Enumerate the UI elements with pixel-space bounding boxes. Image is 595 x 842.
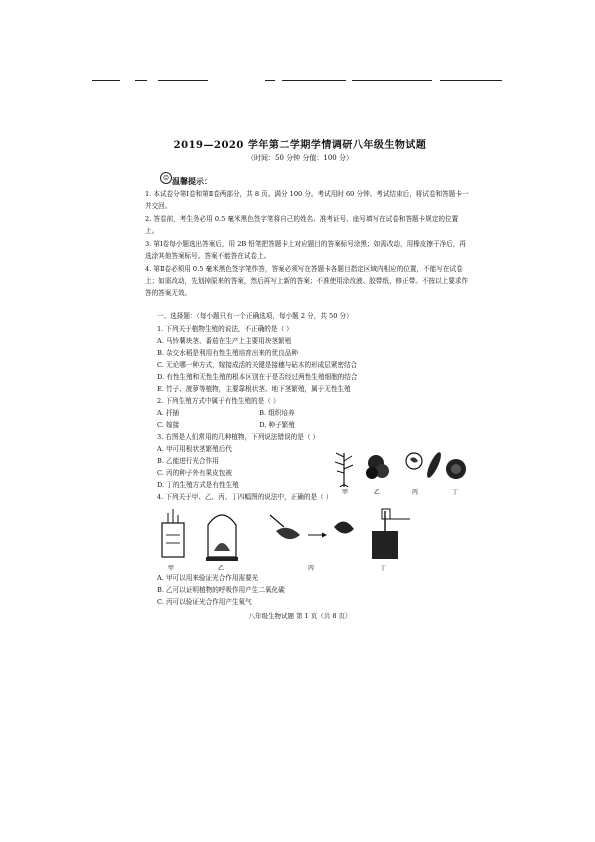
question-1 [157, 324, 467, 395]
fig-label: 乙 [374, 489, 381, 495]
scan-line [352, 80, 432, 81]
bell-jar-setup [206, 515, 238, 561]
fig-label: 丙 [308, 565, 315, 572]
page-subtitle: （时间：50 分钟 分值：100 分） [247, 154, 353, 162]
q4-experiment-figure [158, 505, 418, 573]
option-b: B. 乙可以证明植物的呼吸作用产生二氧化碳 [157, 585, 285, 594]
scan-line [265, 80, 275, 81]
option-c: C. 嫁接 [157, 420, 180, 429]
question-3 [157, 432, 337, 492]
option-e: E. 竹子、菠萝等植物，主要靠根状茎、地下茎繁殖，属于无性生殖 [157, 384, 351, 393]
notice-item-1: 1. 本试卷分第Ⅰ卷和第Ⅱ卷两部分，共 8 页。满分 100 分。考试用时 60 分钟。考试结束后，将试卷和答题卡一并交回。 [145, 190, 469, 210]
notice-heading: 温馨提示： [172, 176, 212, 186]
scan-line [135, 80, 147, 81]
test-tube-setup [372, 509, 410, 559]
fig-label: 丁 [380, 565, 387, 572]
notice-item-4: 4. 第Ⅱ卷必须用 0.5 毫米黑色签字笔作答，答案必须写在答题卡各题目指定区域内相应的位置，不能写在试卷上；如需改动，先划掉原来的答案，然后再写上新的答案；不准使用涂改液、胶带纸、修正带。不按以上要求作答的答案无效。 [145, 265, 469, 297]
notice-item-3: 3. 第Ⅰ卷每小题选出答案后，用 2B 铅笔把答题卡上对应题目的答案标号涂黑；如需改动，用橡皮擦干净后，再选涂其他答案标号。答案不能答在试卷上。 [145, 240, 466, 260]
option-b: B. 杂交水稻是利用有性生殖培育出来的优良品种 [157, 348, 298, 357]
option-a: A. 马铃薯块茎、番茄在生产上主要用块茎繁殖 [157, 336, 292, 345]
option-b: B. 组织培养 [259, 408, 295, 417]
page-footer: 八年级生物试题 第 1 页（共 8 页） [248, 612, 352, 620]
option-a: A. 扦插 [157, 408, 180, 417]
q3-plant-figure [330, 443, 470, 495]
seed-illustration [406, 453, 422, 469]
option-c: C. 无论哪一种方式，嫁接成活的关键是接穗与砧木的形成层紧密结合 [157, 360, 358, 369]
fig-label: 丁 [452, 489, 459, 495]
option-a: A. 甲可以用来验证光合作用需要光 [157, 574, 259, 582]
option-c: C. 丙可以验证光合作用产生氧气 [157, 597, 252, 606]
fig-label: 甲 [168, 565, 175, 572]
scan-line [440, 80, 502, 81]
option-a: A. 甲可用根状茎繁殖后代 [157, 444, 232, 453]
fruit-illustration [446, 459, 466, 479]
scan-line [92, 80, 120, 81]
smiley-icon: ☺ [160, 172, 172, 184]
option-d: D. 丁的生殖方式是有性生殖 [157, 480, 239, 489]
leaf-test-setup [270, 515, 354, 539]
section-heading: 一、选择题：（每小题只有一个正确选项，每小题 2 分，共 50 分） [157, 312, 353, 320]
fern-illustration [335, 453, 353, 487]
option-d: D. 有性生殖和无性生殖的根本区别在于是否经过两性生殖细胞的结合 [157, 372, 358, 381]
question-4-options [157, 573, 467, 609]
fig-label: 乙 [218, 565, 225, 572]
fig-label: 丙 [412, 489, 419, 495]
option-b: B. 乙能进行光合作用 [157, 456, 219, 465]
scan-line [282, 80, 346, 81]
fig-label: 甲 [342, 489, 349, 495]
page-title: 2019—2020 学年第二学期学情调研八年级生物试题 [173, 140, 427, 151]
question-stem: 2. 下列生殖方式中属于有性生殖的是（ ） [157, 397, 280, 405]
question-stem: 1. 下列关于植物生殖的说法，不正确的是（ ） [157, 325, 293, 333]
option-d: D. 种子繁殖 [259, 420, 295, 429]
notice-item-2: 2. 答卷前，考生务必用 0.5 毫米黑色签字笔将自己的姓名、准考证号、座号填写在试卷和答题卡规定的位置上。 [145, 215, 459, 235]
question-2 [157, 396, 397, 432]
question-4-stem: 4. 下列关于甲、乙、丙、丁四幅图的说法中，正确的是（ ） [157, 493, 333, 501]
option-c: C. 丙的种子外有果皮包被 [157, 468, 232, 477]
scan-line [158, 80, 208, 81]
leaf-illustration [424, 451, 443, 480]
question-stem: 3. 右图是人们常用的几种植物，下列说法错误的是（ ） [157, 433, 320, 441]
beaker-setup [162, 509, 184, 557]
moss-illustration [366, 455, 389, 479]
